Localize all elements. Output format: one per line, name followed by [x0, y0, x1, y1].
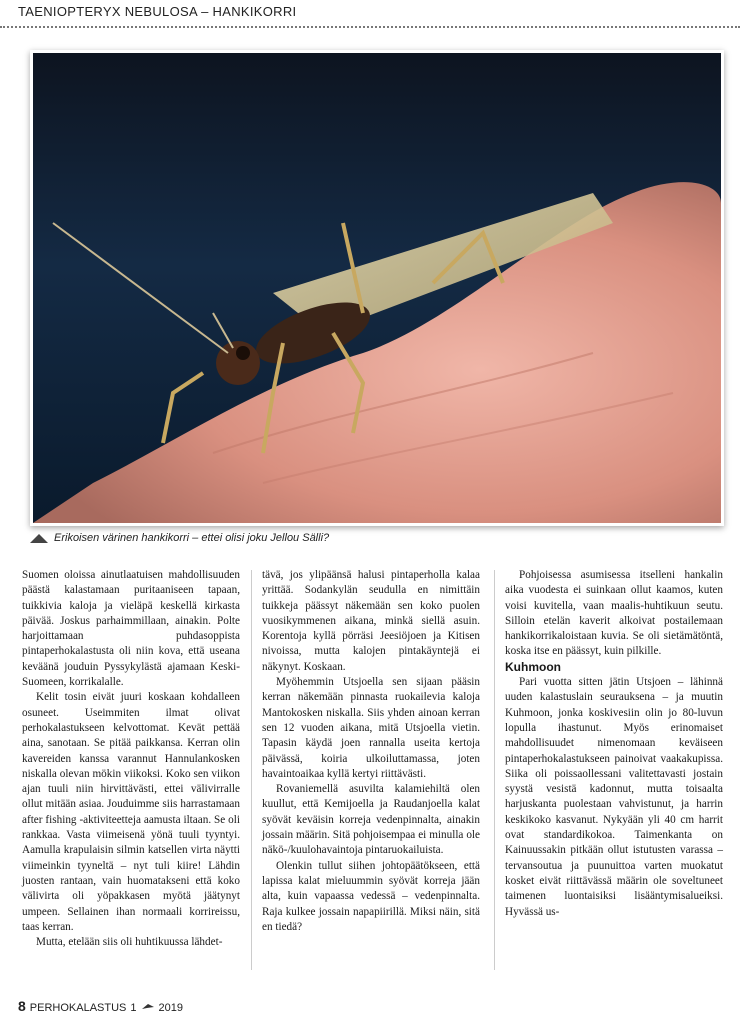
fly-icon	[141, 1002, 155, 1010]
stonefly-photo-icon	[33, 53, 721, 523]
article-column-2	[262, 568, 480, 935]
column-divider	[251, 570, 252, 970]
photo-caption	[30, 532, 329, 544]
header-dotted-rule	[0, 26, 740, 28]
paragraph: Myöhemmin Utsjoella sen sijaan pääsin kerran näkemään pinnasta ruokailevia kaloja Mantokosken niskalla. Siis yhden ainoan kerran sen 12 vuoden aikana, mitä Utsjoella vietin. Tapasin käydä joen rannalla useita kertoja päivässä, koiria ulkoiluttamassa, joten havaintoaikaa kyllä kertyi riittävästi.	[262, 676, 480, 780]
caption-text: Erikoisen värinen hankikorri – ettei olisi joku Jellou Sälli?	[54, 532, 330, 544]
paragraph: Mutta, etelään siis oli huhtikuussa lähdet-	[36, 936, 223, 949]
issue-number: 1	[130, 1002, 137, 1014]
paragraph: Pohjoisessa asumisessa itselleni hankalin aika vuodesta ei suinkaan ollut kaamos, kuten voisi kuvitella, vaan maalis-huhtikuun seutu. Silloin etelän kaverit alkoivat postailemaan hankikorrikaloistaan kuvia. Se oli sietämätöntä, koska itse en päässyt, kuin pilkille.	[505, 569, 723, 658]
paragraph: Suomen oloissa ainutlaatuisen mahdollisuuden päästä kalastamaan puritaaniseen tapaan, tuikkivia kaloja ja vieläpä keskellä kirkasta päivää. Joskus parhaimmillaan, ainakin. Polte harjoittamaan puhdasoppista pintaperhokalastusta oli niin kova, että useana keväänä jouduin Pyssykylästä ajamaan Keski-Suomeen, korrikalalle.	[22, 569, 240, 689]
column-divider	[494, 570, 495, 970]
page-header: TAENIOPTERYX NEBULOSA – HANKIKORRI	[18, 4, 297, 19]
article-column-3	[505, 568, 723, 920]
magazine-name: PERHOKALASTUS	[29, 1002, 127, 1014]
paragraph: tävä, jos ylipäänsä halusi pintaperholla kalaa yrittää. Sodankylän seudulla en nimittäin tuikkeja päässyt näkemään sen koko puolen vuosikymmenen aikana, minkä siellä asuin. Korentoja kyllä pörräsi Jeesiöjoen ja Kitisen nivoissa, mutta kalojen pintakäyntejä ei näkynyt. Koskaan.	[262, 569, 480, 673]
caption-triangle-icon	[30, 534, 48, 543]
section-subheading: Kuhmoon	[505, 659, 561, 674]
stonefly-photo	[30, 50, 724, 526]
paragraph: Olenkin tullut siihen johtopäätökseen, että lapissa kalat mieluummin syövät korreja jään alta, kuin vapaassa vedessä – vedenpinnalta. Raja kulkee jossain napapiirillä. Miksi näin, sitä en tiedä?	[262, 859, 480, 933]
paragraph: Rovaniemellä asuvilta kalamiehiltä olen kuullut, että Kemijoella ja Raudanjoella kalat syövät keväisin korreja vedenpinnalta, ainakin jossain määrin. Sitä pohjoisempaa ei minulla ole näkö-/kuulohavaintoja pintaruokailuista.	[262, 783, 480, 857]
issue-year: 2019	[158, 1002, 183, 1014]
page-number: 8	[18, 998, 26, 1014]
article-column-1	[22, 568, 240, 950]
paragraph: Pari vuotta sitten jätin Utsjoen – lähinnä uuden kalastuslain seurauksena – ja muutin Kuhmoon, jonka koskivesiin olin jo 80-luvun lopulla ihastunut. Myös erinomaiset mahdollisuudet nimenomaan keväiseen pintaperhokalastukseen painoivat vaakakupissa. Siika oli poissaollessani valitettavasti jostain syystä vesistä kadonnut, mutta toisaalta harjuskanta puolestaan vahvistunut, ja harrin keskikoko kasvanut. Nykyään yli 40 cm harrit ovat standardikokoa. Taimenkanta on Kainuussakin pitkään ollut istutusten varassa – tervansoutua ja puunuittoa varten muokatut kosket eivät riittävässä määrin ole soveltuneet taimenen luontaisiksi lisääntymisalueiksi. Hyvässä us-	[505, 676, 723, 918]
page-footer	[18, 998, 183, 1014]
paragraph: Kelit tosin eivät juuri koskaan kohdalleen osuneet. Useimmiten ilmat olivat perhokalastukseen kelvottomat. Kevät pettää aina, sanotaan. Se pitää paikkansa. Kerran olin kavereiden kanssa varannut Hannulankosken niskalla olevan mökin viikoksi. Koko sen viikon ajan tuuli niin hirvittävästi, ettei välivirralle ollut mitään asiaa. Jouduimme siis harrastamaan after fishing -aktiviteetteja aamusta iltaan. Se oli rankkaa. Vasta viimeisenä yönä tuuli tyyntyi. Aamulla krapulaisin silmin katsellen virta näytti viimeinkin tyyneltä – nyt tuli kiire! Lähdin juosten rantaan, vain huomatakseni että koko välivirta oli yöpakkasen myötä jäätynyt umpeen. Sellainen ihan normaali korrireissu, taas kerran.	[22, 691, 240, 933]
